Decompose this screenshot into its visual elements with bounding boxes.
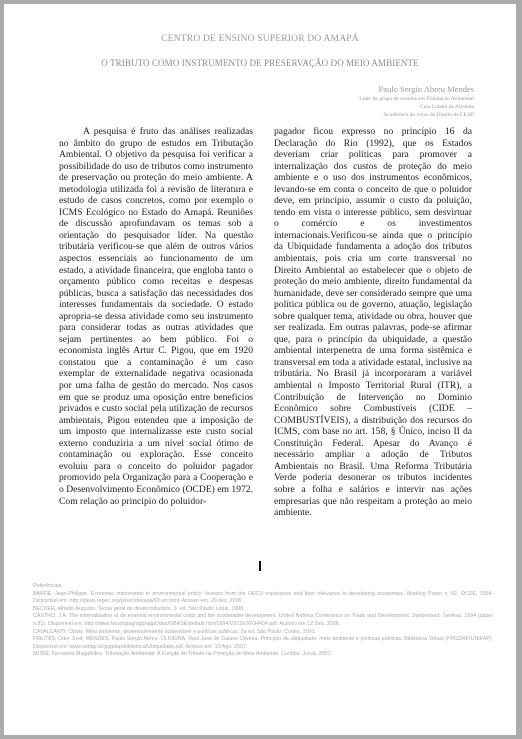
author-affiliation-3: Acadêmico do curso de Direito da CEAP: [383, 112, 474, 118]
body-paragraph-right[interactable]: pagador ficou expresso no princípio 16 da Declaração do Rio (1992), que os Estados deveriam criar políticas para promover a internalização dos custos de proteção do meio ambiente e o uso dos instrumentos econômicos, levando-se em conta o conceito de que o poluidor deve, em princípio, assumir o custo da poluição, tendo em vista o interesse público, sem desvirtuar o comércio e os investimentos internacionais.Verificou-se ainda que o princípio da Ubiquidade fundamenta a adoção dos tributos ambientais, pois cria um corte transversal no Direito Ambiental ao estabelecer que o objeto de proteção do meio ambiente, direito fundamental da humanidade, deve ser considerado sempre que uma política pública ou de governo, atuação, legislação sobre qualquer tema, atividade ou obra, houver que ser realizada. Em outras palavras, pode-se afirmar que, para o princípio da ubiquidade, a questão ambiental interpenetra de uma forma sistêmica e transversal em toda a atividade estatal, inclusive na tributária. No Brasil já incorporaram a variável ambiental o Imposto Territorial Rural (ITR), a Contribuição de Intervenção no Domínio Econômico sobre Combustíveis (CIDE – COMBUSTÍVEIS), a distribuição dos recursos do ICMS, com base no art. 158, § Único, inciso II da Constituição Federal. Apesar do Avanço é necessário ampliar a adoção de Tributos Ambientais no Brasil. Uma Reforma Tributária Verde poderia desonerar os tributos incidentes sobre a folha e salários e intervir nas ações empresarias que não respeitam a proteção ao meio ambiente.: [274, 126, 472, 519]
reference-item: CAVALCANTI, Clóvis. Meio ambiente, desenvolvimento sustentável e políticas públicas. 2a ed. São Paulo: Cortez, 2001.: [33, 628, 317, 635]
body-column-left[interactable]: [59, 126, 253, 507]
author-affiliation-1: Líder do grupo de estudos em Tributação Ambiental: [359, 96, 474, 102]
reference-item: BARDE, Jean-Philippe. Economic instruments in environmental policy: lessons from the OECD experience and their relevance to developing economies. Working Paper n. 92, OCDE, 1994. Disponível em: http://ideas.repec.org/p/oec/devaaa/92-en.html. Acesso em: 20 dez. 2006.: [33, 590, 493, 605]
body-paragraph-left[interactable]: A pesquisa é fruto das análises realizadas no âmbito do grupo de estudos em Tributação Ambiental. O objetivo da pesquisa foi verificar a possibilidade do uso de tributos como instrumento de preservação ou proteção do meio ambiente. A metodologia utilizada foi a revisão de literatura e estudo de casos concretos, como por exemplo o ICMS Ecológico no Estado do Amapá. Reuniões de discussão aprofundavam os temas sob a orientação do pesquisador líder. Na questão tributária verificou-se que além de outros vários aspectos essenciais ao funcionamento de um estado, a atividade financeira, que engloba tanto o orçamento público como receitas e despesas públicas, busca a satisfação das necessidades dos interesses fundamentais da sociedade. O estado apropria-se dessa atividade como seu instrumento para considerar todas as outras atividades que sejam pertinentes ao bem público. Foi o economista inglês Artur C. Pigou, que em 1920 constatou que a contaminação é um caso exemplar de externalidade negativa ocasionada por uma falha de gestão do mercado. Nos casos em que se produz uma oposição entre benefícios privados e custo social pela utilização de recursos ambientais, Pigou entendeu que a imposição de um imposto que internalizasse este custo social externo conduziria a um nível social ótimo de contaminação ou exploração. Esse conceito evoluiu para o conceito do poluidor pagador promovido pela Organização para a Cooperação e o Desenvolvimento Econômico (OCDE) em 1972. Com relação ao princípio do poluidor-: [59, 126, 253, 507]
institution-heading: CENTRO DE ENSINO SUPERIOR DO AMAPÁ: [161, 34, 359, 44]
text-cursor: [259, 561, 261, 571]
references-section: [33, 583, 493, 659]
body-column-right[interactable]: [274, 126, 472, 519]
references-heading: Referências:: [33, 583, 63, 589]
reference-item: BECKER, Alfredo Augusto. Teoria geral do direito tributário. 3. ed. São Paulo: Lejus, 1998.: [33, 605, 245, 612]
document-page: [4, 4, 516, 735]
author-block: [359, 84, 474, 119]
document-title: O TRIBUTO COMO INSTRUMENTO DE PRESERVAÇÃO DO MEIO AMBIENTE: [101, 58, 419, 68]
author-name: Paulo Sergio Abreu Mendes: [378, 84, 474, 94]
reference-item: CASTRO, J.A. The internalization of de external environmental costs and the sustainable development. United Nations Conference on Trade and Development. Switzerland, Geneva, 1994 (paper n.81). Disponível em: http://www.fao.org/ag/agp/agpc/doc/GBASE/default.htm/1994/V2016/XF94434.pdf. Acesso em 12 Dez. 2006.: [33, 613, 493, 627]
reference-item: FREITAS, Oder José; MENDES, Paulo Sérgio Abreu; OLIVEIRA, Raul José de Galaxe Oliveira. Princípio da ubiquidade, meio ambiente e políticas públicas. Biblioteca Virtual (PPGDAP/UNIFAP). Disponível em: www.unifap.br/ppgdap/biblioteca/Ubiquidade.pdf. Acesso em: 10 Ago. 2007.: [33, 636, 493, 650]
author-affiliation-2: Caio Lobato de Almeida: [420, 104, 474, 110]
reference-item: MODÉ, Fernando Magalhães. Tributação Ambiental: A Função do Tributo na Proteção do Meio Ambiente. Curitiba: Juruá, 2007.: [33, 651, 332, 658]
